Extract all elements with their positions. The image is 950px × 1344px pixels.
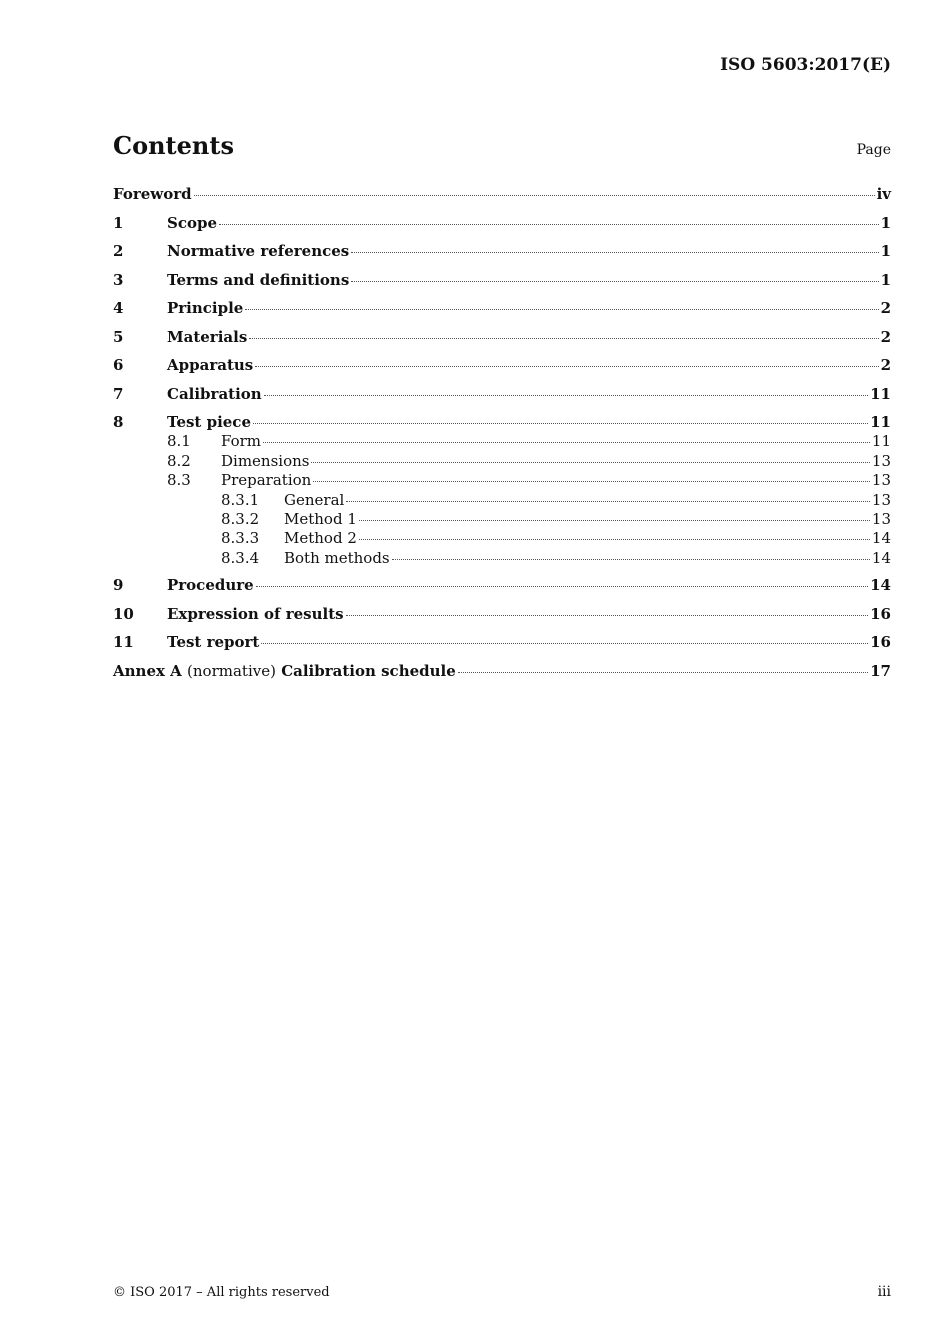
toc-label: Test piece	[167, 413, 251, 431]
toc-page: 2	[880, 299, 891, 317]
dot-leader	[194, 195, 875, 196]
toc-entry-preparation[interactable]	[113, 471, 891, 490]
dot-leader	[346, 615, 869, 616]
annex-qualifier: (normative)	[187, 661, 276, 680]
dot-leader	[249, 338, 878, 339]
toc-number: 9	[113, 576, 124, 595]
toc-label: Calibration schedule	[281, 661, 456, 680]
toc-page: 14	[870, 576, 891, 595]
toc-page: 14	[871, 548, 891, 567]
toc-number: 10	[113, 604, 134, 623]
toc-number: 8.1	[167, 432, 191, 451]
toc-entry-method-1[interactable]	[113, 510, 891, 529]
toc-number: 8.3.2	[221, 509, 260, 528]
toc-label: Dimensions	[221, 451, 310, 470]
dot-leader	[346, 501, 870, 502]
toc-entry-method-2[interactable]	[113, 529, 891, 548]
toc-page: 17	[870, 661, 891, 680]
toc-number: 5	[113, 327, 124, 346]
toc-page: 11	[870, 384, 891, 403]
toc-page: 11	[870, 413, 891, 431]
toc-number: 8.3.3	[221, 529, 260, 548]
toc-label: Terms and definitions	[167, 270, 350, 289]
toc-page: 2	[880, 327, 891, 346]
toc-page: iv	[876, 185, 891, 203]
page-column-label: Page	[856, 142, 891, 158]
toc-page: 13	[871, 490, 891, 509]
dot-leader	[256, 586, 868, 587]
toc-number: 2	[113, 242, 124, 260]
toc-entry-normative-references[interactable]	[113, 242, 891, 271]
toc-label: General	[284, 490, 345, 509]
toc-entry-dimensions[interactable]	[113, 452, 891, 471]
dot-leader	[311, 462, 869, 463]
toc-number: 1	[113, 213, 124, 232]
toc-label: Procedure	[167, 576, 254, 595]
toc-label: Apparatus	[167, 356, 254, 374]
toc-entry-general[interactable]	[113, 491, 891, 510]
toc-label: Method 1	[284, 509, 357, 528]
toc-entry-materials[interactable]	[113, 328, 891, 357]
annex-prefix: Annex A	[113, 661, 182, 680]
toc-entry-scope[interactable]	[113, 214, 891, 243]
toc-entry-form[interactable]	[113, 432, 891, 451]
toc-page: 13	[871, 471, 891, 490]
toc-label: Expression of results	[167, 604, 344, 623]
contents-title: Contents	[113, 131, 234, 160]
copyright-notice: © ISO 2017 – All rights reserved	[113, 1285, 330, 1300]
dot-leader	[359, 539, 870, 540]
toc-page: 16	[870, 604, 891, 623]
toc-entry-calibration[interactable]	[113, 385, 891, 414]
toc-page: 13	[871, 451, 891, 470]
toc-label: Normative references	[167, 242, 350, 260]
toc-page: 11	[871, 432, 891, 451]
toc-label: Form	[221, 432, 262, 451]
toc-page: 2	[880, 356, 891, 374]
dot-leader	[261, 643, 868, 644]
toc-number: 6	[113, 356, 124, 374]
toc-label: Scope	[167, 213, 218, 232]
toc-label: Preparation	[221, 471, 312, 490]
dot-leader	[313, 481, 870, 482]
toc-number: 11	[113, 633, 134, 652]
dot-leader	[351, 252, 878, 253]
toc-page: 16	[870, 633, 891, 652]
toc-label: Both methods	[284, 548, 390, 567]
toc-entry-both-methods[interactable]	[113, 549, 891, 568]
toc-number: 8	[113, 413, 124, 431]
toc-entry-expression-of-results[interactable]	[113, 605, 891, 634]
toc-label: Calibration	[167, 384, 262, 403]
dot-leader	[264, 395, 868, 396]
toc-entry-procedure[interactable]	[113, 576, 891, 605]
toc-number: 3	[113, 270, 124, 289]
toc-page: 1	[880, 242, 891, 260]
dot-leader	[263, 442, 870, 443]
toc-entry-principle[interactable]	[113, 299, 891, 328]
toc-entry-foreword[interactable]	[113, 185, 891, 214]
page-number: iii	[877, 1284, 891, 1300]
toc-page: 1	[880, 213, 891, 232]
toc-number: 7	[113, 384, 124, 403]
toc-entry-terms-and-definitions[interactable]	[113, 271, 891, 300]
dot-leader	[458, 672, 868, 673]
toc-entry-test-piece[interactable]	[113, 413, 891, 432]
toc-label: Test report	[167, 633, 260, 652]
toc-number: 8.3	[167, 471, 191, 490]
toc-page: 14	[871, 529, 891, 548]
toc-number: 8.3.1	[221, 490, 260, 509]
dot-leader	[392, 559, 870, 560]
dot-leader	[219, 224, 879, 225]
toc-page: 13	[871, 509, 891, 528]
toc-number: 8.2	[167, 451, 191, 470]
toc-number: 4	[113, 299, 124, 317]
toc-label: Foreword	[113, 185, 192, 203]
document-id: ISO 5603:2017(E)	[720, 55, 891, 75]
toc-entry-test-report[interactable]	[113, 633, 891, 662]
dot-leader	[359, 520, 870, 521]
toc-label: Principle	[167, 299, 244, 317]
dot-leader	[351, 281, 878, 282]
toc-page: 1	[880, 270, 891, 289]
toc-entry-apparatus[interactable]	[113, 356, 891, 385]
table-of-contents	[113, 185, 891, 690]
toc-label: Materials	[167, 327, 248, 346]
toc-entry-annex-a[interactable]	[113, 662, 891, 691]
dot-leader	[245, 309, 878, 310]
toc-label: Method 2	[284, 529, 357, 548]
toc-number: 8.3.4	[221, 548, 260, 567]
dot-leader	[255, 366, 878, 367]
dot-leader	[253, 423, 868, 424]
